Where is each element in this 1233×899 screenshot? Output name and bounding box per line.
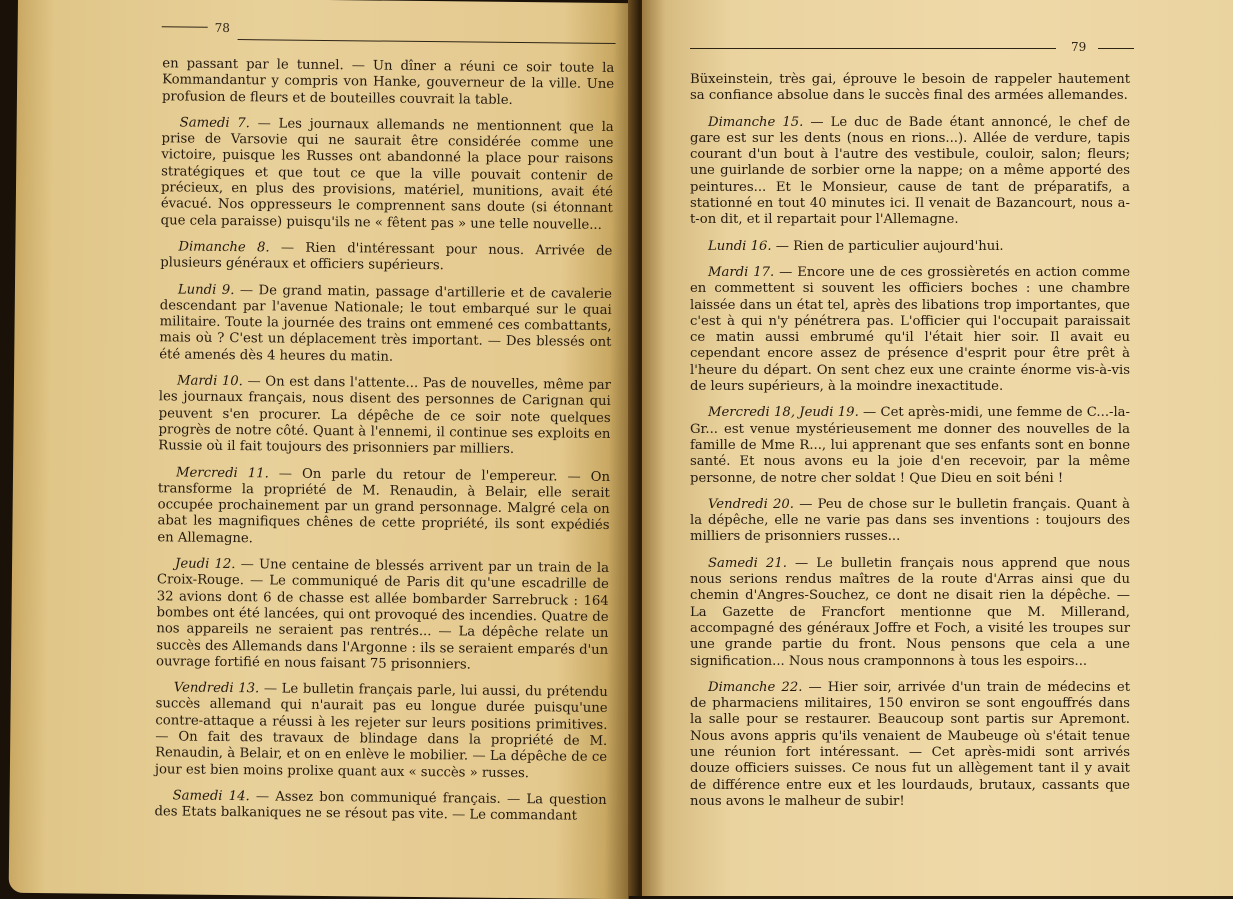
right-page-number: 79 bbox=[1071, 40, 1086, 54]
diary-entry bbox=[690, 239, 1130, 255]
entry-text: — On parle du retour de l'empereur. — On transforme la propriété de M. Renaudin, à Belair, elle serait occupée prochainement par un grand personnage. Malgré cela on abat les magnifiques chênes de cette propriété, ils sont expédiés en Allemagne. bbox=[157, 466, 610, 546]
entry-date: Lundi 16. bbox=[708, 239, 772, 254]
entry-text: — Rien de particulier aujourd'hui. bbox=[772, 239, 1004, 254]
entry-text: — Le bulletin français parle, lui aussi, du prétendu succès allemand qui n'aurait pas eu longue durée puisqu'une contre-attaque a réussi à les rejeter sur leurs positions primitives. — On fait des travaux de blindage dans la propriété de M. Renaudin, à Belair, et on en enlève le mobilier. — La dépêche de ce jour est bien moins prolixe quant aux « succès » russes. bbox=[155, 681, 608, 780]
entry-text: — De grand matin, passage d'artillerie et de cavalerie descendant par l'avenue Nationale; le tout embarqué sur le quai militaire. Toute la journée des trains ont emmené ces combattants, mais où ? C'est un déplacement très important. — Des blessés ont été amenés dès 4 heures du matin. bbox=[159, 283, 612, 365]
diary-entry bbox=[690, 115, 1130, 229]
header-rule-long bbox=[238, 39, 616, 44]
diary-entry bbox=[690, 405, 1130, 486]
right-page-text bbox=[690, 72, 1130, 820]
entry-date: Dimanche 8. bbox=[178, 239, 269, 255]
diary-entry bbox=[690, 556, 1130, 670]
diary-entry bbox=[690, 680, 1130, 810]
diary-entry bbox=[162, 56, 614, 110]
diary-entry bbox=[157, 465, 610, 551]
entry-text: — Les journaux allemands ne mentionnent que la prise de Varsovie qui ne saurait être considérée comme une victoire, puisque les Russes ont abandonné la place pour raisons stratégiques et que tout ce que la ville pouvait contenir de précieux, en plus des provisions, matériel, munitions, avait été évacué. Nos oppresseurs le comprennent sans doute (si étonnant que cela paraisse) puisqu'ils ne « fêtent pas » une telle nouvelle... bbox=[161, 116, 614, 232]
entry-date: Mercredi 11. bbox=[176, 465, 269, 481]
entry-date: Samedi 21. bbox=[708, 556, 787, 571]
diary-entry bbox=[690, 265, 1130, 395]
left-page bbox=[9, 0, 638, 899]
entry-text: en passant par le tunnel. — Un dîner a réuni ce soir toute la Kommandantur y compris von Hanke, gouverneur de la ville. Une profusion de fleurs et de bouteilles couvrait la table. bbox=[162, 56, 614, 107]
diary-entry bbox=[159, 282, 612, 368]
entry-date: Mercredi 18, Jeudi 19. bbox=[708, 405, 859, 420]
right-page bbox=[642, 0, 1233, 896]
entry-text: — Assez bon communiqué français. — La question des Etats balkaniques ne se résout pas vite. — Le commandant bbox=[154, 789, 606, 824]
entry-text: — Le duc de Bade étant annoncé, le chef de gare est sur les dents (nous en rions...). Allée de verdure, tapis courant d'un bout à l'autre des vestibule, couloir, salon; fleurs; une guirlande de sorbier orne la nappe; on a même apporté des peintures... Et le Monsieur, cause de tant de préparatifs, a stationné en tout 40 minutes ici. Il venait de Bazancourt, nous a-t-on dit, et il repartait pour l'Allemagne. bbox=[690, 115, 1130, 228]
entry-date: Mardi 10. bbox=[177, 373, 243, 389]
diary-entry bbox=[161, 115, 614, 234]
entry-date: Mardi 17. bbox=[708, 265, 774, 280]
header-rule-short bbox=[1098, 48, 1134, 49]
diary-entry bbox=[690, 72, 1130, 105]
entry-date: Vendredi 13. bbox=[174, 681, 260, 697]
left-page-number: 78 bbox=[215, 21, 230, 35]
entry-text: — Hier soir, arrivée d'un train de médecins et de pharmaciens militaires, 150 environ se sont engouffrés dans la salle pour se restaurer. Beaucoup sont partis sur Apremont. Nous avons appris qu'ils venaient de Maubeuge où s'était tenue une réunion fort intéressant. — Cet après-midi sont arrivés douze officiers suisses. Ce nous fut un allègement tant il y avait de différence entre eux et les lourdauds, brutaux, cassants que nous avons le malheur de subir! bbox=[690, 680, 1130, 809]
diary-entry bbox=[154, 788, 606, 825]
entry-date: Dimanche 15. bbox=[708, 115, 803, 130]
diary-entry bbox=[155, 680, 608, 783]
entry-date: Samedi 14. bbox=[173, 788, 250, 804]
entry-date: Samedi 7. bbox=[180, 115, 250, 131]
entry-text: — Peu de chose sur le bulletin français. Quant à la dépêche, elle ne varie pas dans ses inventions : toujours des milliers de prisonniers russes... bbox=[690, 497, 1130, 545]
entry-text: — On est dans l'attente... Pas de nouvelles, même par les journaux français, nous disent des personnes de Carignan qui peuvent s'en procurer. La dépêche de ce soir note quelques progrès de notre côté. Quant à l'ennemi, il continue ses exploits en Russie où il fait toujours des prisonniers par milliers. bbox=[158, 374, 611, 457]
entry-text: Büxeinstein, très gai, éprouve le besoin de rappeler hautement sa confiance absolue dans le succès final des armées allemandes. bbox=[690, 72, 1130, 103]
left-page-text bbox=[154, 56, 614, 835]
diary-entry bbox=[158, 373, 611, 459]
entry-date: Dimanche 22. bbox=[708, 680, 802, 695]
header-rule-short bbox=[162, 26, 208, 27]
entry-date: Jeudi 12. bbox=[175, 556, 236, 572]
entry-date: Lundi 9. bbox=[178, 282, 235, 298]
header-rule-long bbox=[690, 48, 1056, 49]
entry-text: — Cet après-midi, une femme de C...-la-Gr... est venue mystérieusement me donner des nouvelles de la famille de Mme R..., lui apprenant que ses enfants sont en bonne santé. Et nous avons eu la joie d'en recevoir, par la même personne, de notre cher soldat ! Que Dieu en soit béni ! bbox=[690, 405, 1130, 485]
entry-text: — Encore une de ces grossièretés en action comme en commettent si souvent les officiers boches : une chambre laissée dans un état tel, après des libations trop importantes, que c'est à qui n'y pénétrera pas. L'officier qui l'occupait paraissait ce matin aussi embrumé qu'il l'était hier soir. Il avait eu cependant encore assez de présence d'esprit pour être prêt à l'heure du départ. On sent chez eux une crainte énorme vis-à-vis de leurs supérieurs, à la moindre inexactitude. bbox=[690, 265, 1130, 394]
entry-date: Vendredi 20. bbox=[708, 497, 794, 512]
entry-text: — Une centaine de blessés arrivent par un train de la Croix-Rouge. — Le communiqué de Paris dit qu'une escadrille de 32 avions dont 6 de chasse est allée bombarder Sarrebruck : 164 bombes ont été lancées, qui ont provoqué des incendies. Quatre de nos appareils ne seraient pas rentrés... — La dépêche relate un succès des Allemands dans l'Argonne : ils se seraient emparés d'un ouvrage fortifié en nous faisant 75 prisonniers. bbox=[156, 557, 609, 672]
diary-entry bbox=[690, 497, 1130, 546]
entry-text: — Le bulletin français nous apprend que nous nous serions rendus maîtres de la route d'Arras ainsi que du chemin d'Angres-Souchez, ce dont ne disait rien la dépêche. — La Gazette de Francfort mentionne que M. Millerand, accompagné des généraux Joffre et Foch, a visité les troupes sur une grande partie du front. Nous pensons que cela a une signification... Nous nous cramponnons à tous les espoirs... bbox=[690, 556, 1130, 669]
diary-entry bbox=[156, 556, 609, 675]
diary-entry bbox=[160, 239, 612, 276]
entry-text: — Rien d'intéressant pour nous. Arrivée de plusieurs généraux et officiers supérieurs. bbox=[160, 240, 612, 273]
